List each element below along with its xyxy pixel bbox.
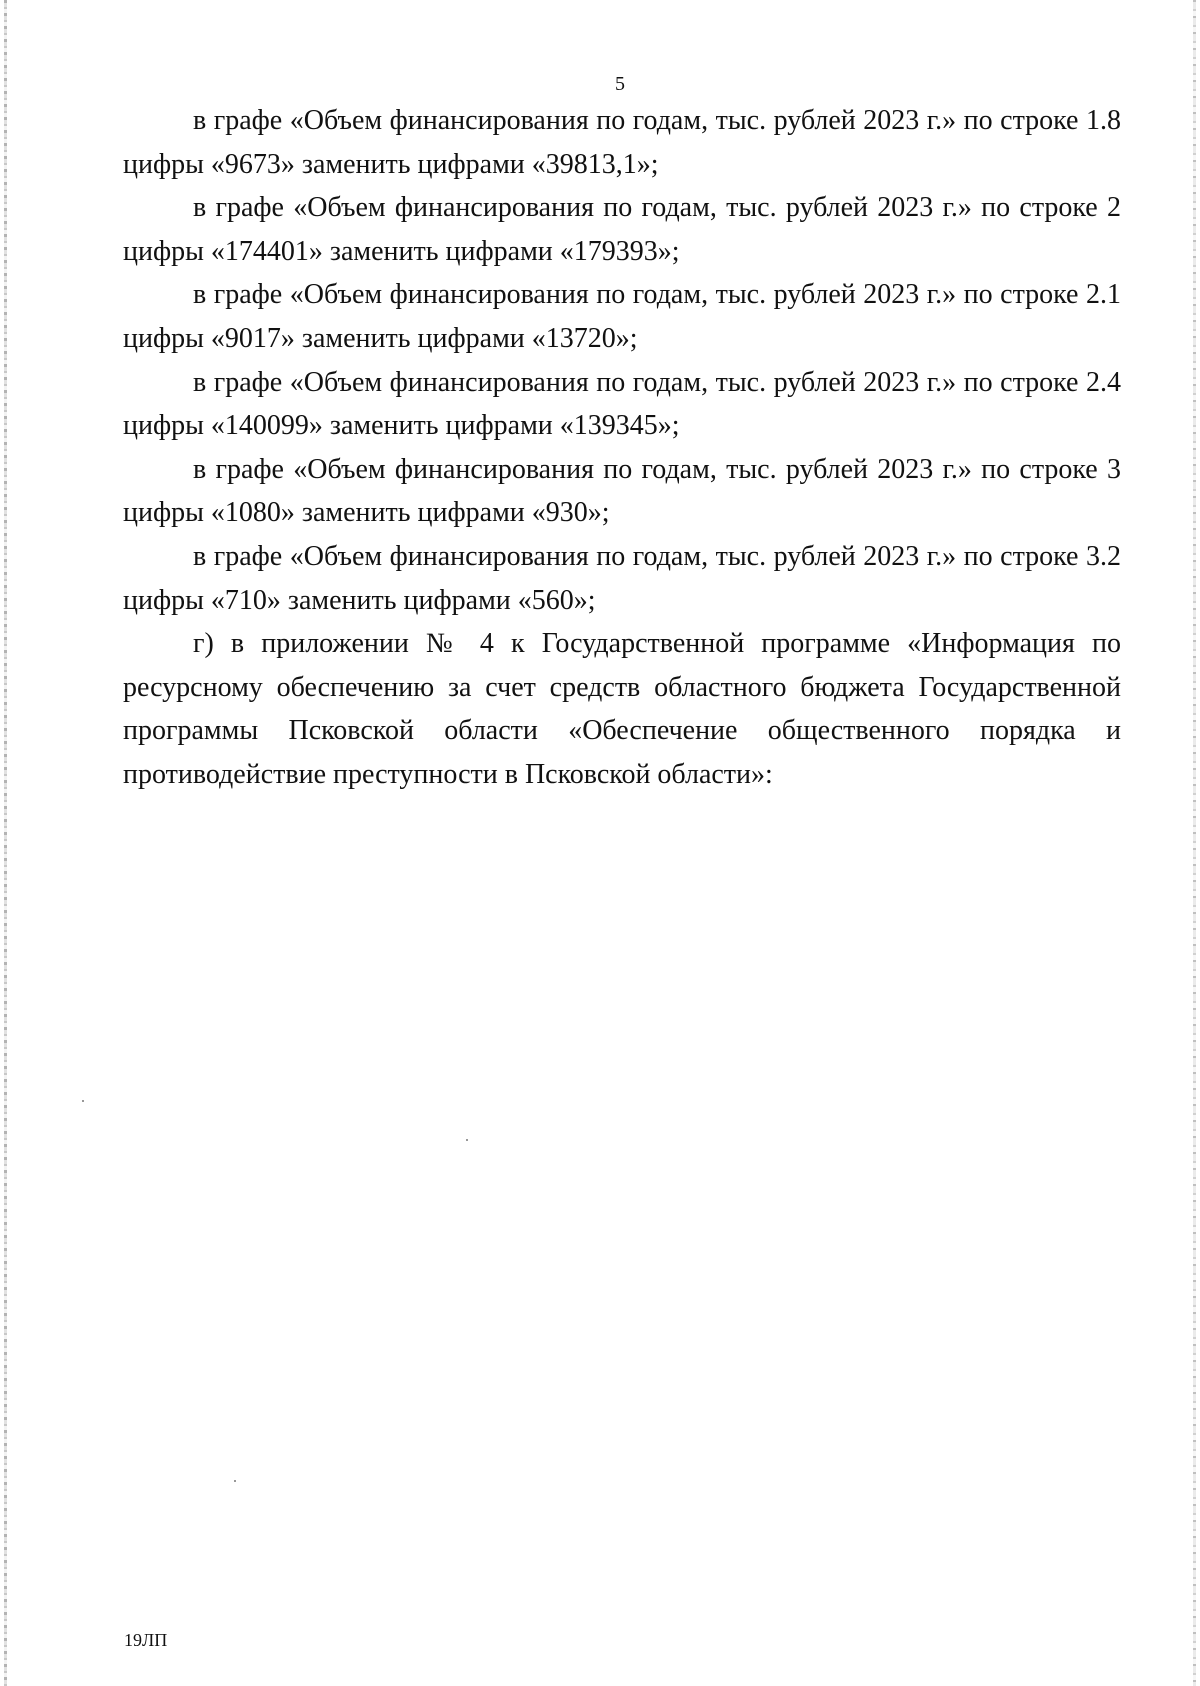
paragraph-row-1-8: в графе «Объем финансирования по годам, тыс. рублей 2023 г.» по строке 1.8 цифры «9673» заменить цифрами «39813,1»; bbox=[123, 105, 1121, 180]
scan-speck bbox=[82, 1100, 84, 1102]
scan-speck bbox=[466, 1139, 468, 1141]
paragraph-row-2: в графе «Объем финансирования по годам, тыс. рублей 2023 г.» по строке 2 цифры «174401» заменить цифрами «179393»; bbox=[123, 192, 1121, 267]
page-number: 5 bbox=[615, 73, 625, 95]
scan-speck bbox=[234, 1480, 236, 1482]
paragraph-row-2-1: в графе «Объем финансирования по годам, тыс. рублей 2023 г.» по строке 2.1 цифры «9017» заменить цифрами «13720»; bbox=[123, 279, 1121, 354]
scan-edge-right bbox=[1193, 0, 1196, 1686]
paragraph-row-2-4: в графе «Объем финансирования по годам, тыс. рублей 2023 г.» по строке 2.4 цифры «140099» заменить цифрами «139345»; bbox=[123, 366, 1121, 442]
paragraph-appendix-4: г) в приложении № 4 к Государственной программе «Информация по ресурсному обеспечению за счет средств областного бюджета Государственной программы Псковской области «Обеспечение общественного порядка и противодействие преступности в Псковской области»: bbox=[123, 628, 1121, 790]
paragraph-row-3-2: в графе «Объем финансирования по годам, тыс. рублей 2023 г.» по строке 3.2 цифры «710» заменить цифрами «560»; bbox=[123, 540, 1121, 616]
footer-code: 19ЛП bbox=[124, 1630, 168, 1650]
scan-edge-left bbox=[4, 0, 7, 1686]
document-body bbox=[123, 99, 1121, 797]
paragraph-row-3: в графе «Объем финансирования по годам, тыс. рублей 2023 г.» по строке 3 цифры «1080» заменить цифрами «930»; bbox=[123, 453, 1121, 529]
